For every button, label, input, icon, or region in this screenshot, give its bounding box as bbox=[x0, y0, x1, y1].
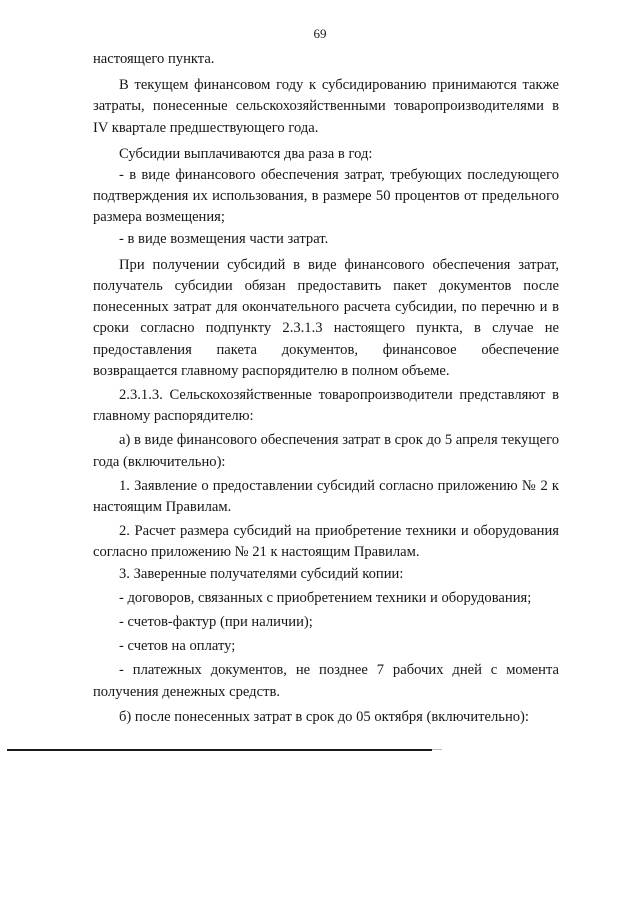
page-number: 69 bbox=[313, 26, 327, 41]
paragraph-recipient-obligation: При получении субсидий в виде финансового обеспечения затрат, получатель субсидии обязан предоставить пакет документов после понесенных затрат для окончательного расчета субсидии, по перечню и в сроки согласно подпункту 2.3.1.3 настоящего пункта, в случае не предоставления пакета документов, финансовое обеспечение возвращается главному распорядителю в полном объеме. bbox=[93, 256, 559, 379]
footer-separator-tail bbox=[432, 749, 442, 750]
list-item-payment-documents: - платежных документов, не позднее 7 рабочих дней с момента получения денежных средств. bbox=[93, 662, 559, 700]
list-item-contracts: - договоров, связанных с приобретением техники и оборудования; bbox=[119, 589, 532, 606]
paragraph-prior-quarter-costs: В текущем финансовом году к субсидированию принимаются также затраты, понесенные сельскохозяйственными товаропроизводителями в IV квартале предшествующего года. bbox=[93, 77, 559, 136]
paragraph-payment-frequency: Субсидии выплачиваются два раза в год: bbox=[119, 145, 373, 162]
list-item-2-calculation: 2. Расчет размера субсидий на приобретение техники и оборудования согласно приложению № 21 к настоящим Правилам. bbox=[93, 523, 559, 561]
document-body bbox=[93, 49, 559, 728]
paragraph-section-2-3-1-3: 2.3.1.3. Сельскохозяйственные товаропроизводители представляют в главному распорядителю: bbox=[93, 387, 559, 425]
list-item-invoices: - счетов-фактур (при наличии); bbox=[119, 614, 313, 631]
paragraph-item-b: б) после понесенных затрат в срок до 05 октября (включительно): bbox=[119, 708, 529, 725]
list-item-cost-reimbursement: - в виде возмещения части затрат. bbox=[119, 230, 329, 247]
list-item-payment-bills: - счетов на оплату; bbox=[119, 638, 236, 655]
paragraph-item-a: а) в виде финансового обеспечения затрат в срок до 5 апреля текущего года (включительно): bbox=[93, 432, 559, 470]
paragraph-continuation: настоящего пункта. bbox=[93, 51, 215, 67]
footer-separator-line bbox=[7, 749, 432, 751]
list-item-1-application: 1. Заявление о предоставлении субсидий согласно приложению № 2 к настоящим Правилам. bbox=[93, 477, 559, 516]
list-item-3-certified-copies: 3. Заверенные получателями субсидий копии: bbox=[119, 565, 404, 582]
list-item-financial-support: - в виде финансового обеспечения затрат, требующих последующего подтверждения их использования, в размере 50 процентов от предельного размера возмещения; bbox=[93, 167, 559, 226]
